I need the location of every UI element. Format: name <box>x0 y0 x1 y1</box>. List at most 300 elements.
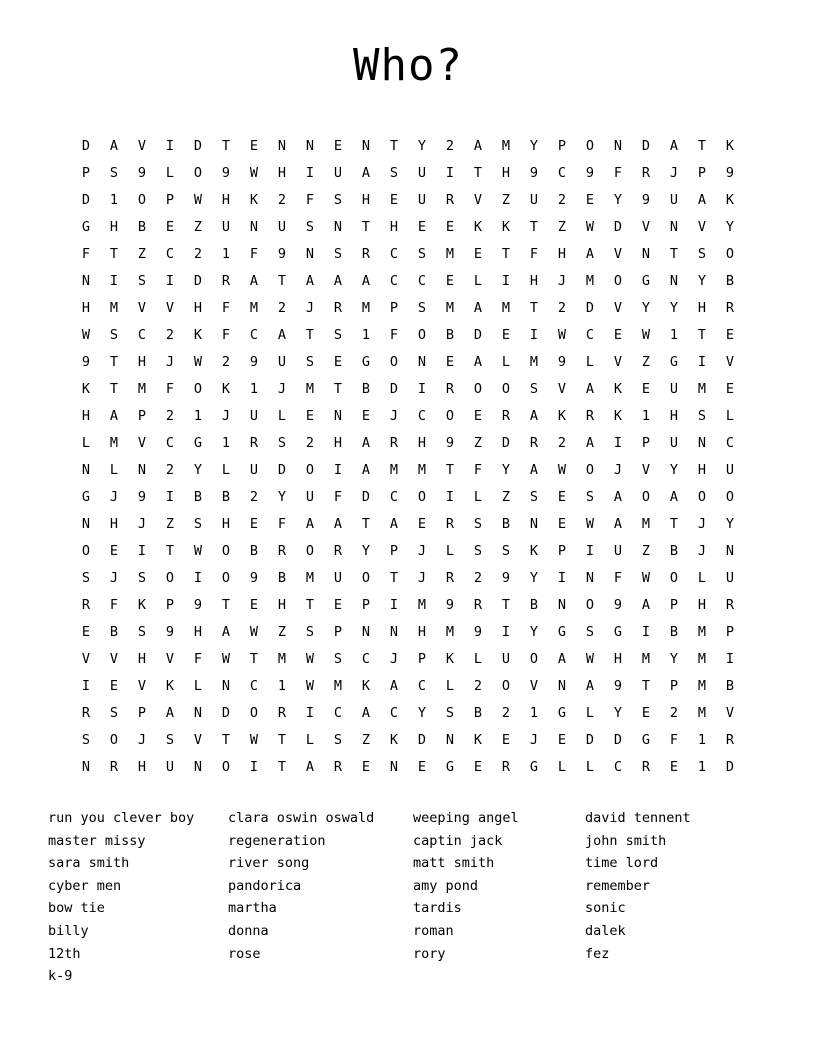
grid-cell[interactable]: A <box>389 678 399 694</box>
grid-cell[interactable]: U <box>333 570 343 586</box>
grid-cell[interactable]: G <box>81 489 91 505</box>
grid-cell[interactable]: W <box>557 462 567 478</box>
grid-cell[interactable]: Y <box>725 516 735 532</box>
grid-cell[interactable]: P <box>557 543 567 559</box>
grid-cell[interactable]: E <box>109 543 119 559</box>
grid-cell[interactable]: M <box>333 678 343 694</box>
grid-cell[interactable]: E <box>361 408 371 424</box>
grid-cell[interactable]: E <box>417 219 427 235</box>
grid-cell[interactable]: Y <box>193 462 203 478</box>
grid-cell[interactable]: K <box>529 543 539 559</box>
grid-cell[interactable]: W <box>585 219 595 235</box>
grid-cell[interactable]: 9 <box>613 597 623 613</box>
grid-cell[interactable]: V <box>165 651 175 667</box>
grid-cell[interactable]: Z <box>137 246 147 262</box>
word-list-item[interactable]: weeping angel <box>413 810 519 826</box>
grid-cell[interactable]: J <box>669 165 679 181</box>
grid-cell[interactable]: Y <box>417 138 427 154</box>
grid-cell[interactable]: T <box>361 516 371 532</box>
word-list-item[interactable]: remember <box>585 877 651 894</box>
grid-cell[interactable]: Y <box>417 705 427 721</box>
word-list-item[interactable]: captin jack <box>413 832 503 849</box>
grid-cell[interactable]: T <box>221 138 231 154</box>
grid-cell[interactable]: J <box>109 570 119 586</box>
grid-cell[interactable]: T <box>529 300 539 316</box>
grid-cell[interactable]: O <box>725 489 735 505</box>
grid-cell[interactable]: J <box>389 651 399 667</box>
word-list-item[interactable]: clara oswin oswald <box>228 810 375 826</box>
grid-cell[interactable]: M <box>697 651 707 667</box>
grid-cell[interactable]: G <box>361 354 371 370</box>
word-list-item[interactable]: regeneration <box>228 832 326 849</box>
grid-cell[interactable]: M <box>697 705 707 721</box>
grid-cell[interactable]: 1 <box>249 381 259 397</box>
grid-cell[interactable]: F <box>529 246 539 262</box>
grid-cell[interactable]: R <box>81 597 91 613</box>
grid-cell[interactable]: E <box>613 327 623 343</box>
grid-cell[interactable]: H <box>697 300 707 316</box>
grid-cell[interactable]: F <box>613 165 623 181</box>
grid-cell[interactable]: S <box>473 516 483 532</box>
grid-cell[interactable]: D <box>221 705 231 721</box>
word-list-item[interactable]: rory <box>413 945 446 962</box>
grid-cell[interactable]: N <box>221 678 231 694</box>
grid-cell[interactable]: V <box>165 300 175 316</box>
grid-cell[interactable]: M <box>501 300 511 316</box>
grid-cell[interactable]: H <box>137 651 147 667</box>
grid-cell[interactable]: U <box>669 381 679 397</box>
grid-cell[interactable]: D <box>501 435 511 451</box>
grid-cell[interactable]: 9 <box>81 354 91 370</box>
grid-cell[interactable]: M <box>445 300 455 316</box>
grid-cell[interactable]: B <box>725 678 735 694</box>
grid-cell[interactable]: T <box>669 246 679 262</box>
grid-cell[interactable]: S <box>305 219 315 235</box>
grid-cell[interactable]: I <box>193 570 203 586</box>
grid-cell[interactable]: H <box>501 165 511 181</box>
grid-cell[interactable]: M <box>641 651 651 667</box>
grid-cell[interactable]: J <box>697 543 707 559</box>
grid-cell[interactable]: U <box>249 408 259 424</box>
grid-cell[interactable]: E <box>473 246 483 262</box>
grid-cell[interactable]: Y <box>725 219 735 235</box>
grid-cell[interactable]: P <box>389 543 399 559</box>
grid-cell[interactable]: A <box>529 408 539 424</box>
grid-cell[interactable]: F <box>221 327 231 343</box>
grid-cell[interactable]: M <box>417 597 427 613</box>
grid-cell[interactable]: 1 <box>641 408 651 424</box>
grid-cell[interactable]: B <box>669 543 679 559</box>
grid-cell[interactable]: G <box>557 705 567 721</box>
grid-cell[interactable]: Y <box>529 570 539 586</box>
grid-cell[interactable]: O <box>193 381 203 397</box>
grid-cell[interactable]: S <box>165 732 175 748</box>
grid-cell[interactable]: T <box>333 381 343 397</box>
grid-cell[interactable]: N <box>81 462 91 478</box>
grid-cell[interactable]: T <box>277 273 287 289</box>
grid-cell[interactable]: V <box>473 192 483 208</box>
grid-cell[interactable]: F <box>81 246 91 262</box>
grid-cell[interactable]: V <box>725 705 735 721</box>
grid-cell[interactable]: E <box>249 597 259 613</box>
grid-cell[interactable]: 9 <box>249 570 259 586</box>
grid-cell[interactable]: T <box>165 543 175 559</box>
grid-cell[interactable]: W <box>305 651 315 667</box>
grid-cell[interactable]: L <box>585 354 595 370</box>
grid-cell[interactable]: H <box>193 300 203 316</box>
grid-cell[interactable]: W <box>585 651 595 667</box>
grid-cell[interactable]: 9 <box>221 165 231 181</box>
grid-cell[interactable]: A <box>361 435 371 451</box>
grid-cell[interactable]: O <box>137 192 147 208</box>
grid-cell[interactable]: U <box>277 219 287 235</box>
grid-cell[interactable]: U <box>249 462 259 478</box>
grid-cell[interactable]: P <box>137 408 147 424</box>
grid-cell[interactable]: 1 <box>109 192 119 208</box>
grid-cell[interactable]: R <box>641 165 651 181</box>
grid-cell[interactable]: N <box>557 597 567 613</box>
grid-cell[interactable]: W <box>193 192 203 208</box>
grid-cell[interactable]: N <box>305 138 315 154</box>
grid-cell[interactable]: H <box>277 597 287 613</box>
grid-cell[interactable]: S <box>109 327 119 343</box>
word-list-item[interactable]: david tennent <box>585 810 691 826</box>
grid-cell[interactable]: V <box>613 354 623 370</box>
grid-cell[interactable]: P <box>165 597 175 613</box>
grid-cell[interactable]: Z <box>501 489 511 505</box>
grid-cell[interactable]: L <box>445 678 455 694</box>
grid-cell[interactable]: G <box>193 435 203 451</box>
grid-cell[interactable]: E <box>417 516 427 532</box>
grid-cell[interactable]: S <box>137 624 147 640</box>
grid-cell[interactable]: W <box>193 543 203 559</box>
grid-cell[interactable]: I <box>641 624 651 640</box>
grid-cell[interactable]: L <box>165 165 175 181</box>
grid-cell[interactable]: W <box>81 327 91 343</box>
grid-cell[interactable]: N <box>249 219 259 235</box>
grid-cell[interactable]: Y <box>613 192 623 208</box>
grid-cell[interactable]: L <box>109 462 119 478</box>
grid-cell[interactable]: R <box>501 759 511 775</box>
grid-cell[interactable]: N <box>361 624 371 640</box>
grid-cell[interactable]: 1 <box>221 435 231 451</box>
grid-cell[interactable]: E <box>417 759 427 775</box>
grid-cell[interactable]: 9 <box>725 165 735 181</box>
grid-cell[interactable]: O <box>585 597 595 613</box>
grid-cell[interactable]: R <box>501 408 511 424</box>
grid-cell[interactable]: O <box>249 705 259 721</box>
grid-cell[interactable]: B <box>221 489 231 505</box>
grid-cell[interactable]: D <box>81 192 91 208</box>
grid-cell[interactable]: N <box>669 219 679 235</box>
grid-cell[interactable]: H <box>389 219 399 235</box>
grid-cell[interactable]: M <box>697 381 707 397</box>
grid-cell[interactable]: D <box>417 732 427 748</box>
grid-cell[interactable]: A <box>221 624 231 640</box>
grid-cell[interactable]: U <box>277 354 287 370</box>
grid-cell[interactable]: T <box>445 462 455 478</box>
grid-cell[interactable]: L <box>557 759 567 775</box>
grid-cell[interactable]: F <box>333 489 343 505</box>
word-list-item[interactable]: run you clever boy <box>48 810 195 826</box>
grid-cell[interactable]: E <box>445 219 455 235</box>
grid-cell[interactable]: D <box>641 138 651 154</box>
grid-cell[interactable]: A <box>473 138 483 154</box>
grid-cell[interactable]: C <box>417 678 427 694</box>
grid-cell[interactable]: R <box>109 759 119 775</box>
grid-cell[interactable]: H <box>417 624 427 640</box>
grid-cell[interactable]: D <box>725 759 735 775</box>
grid-cell[interactable]: U <box>417 192 427 208</box>
grid-cell[interactable]: T <box>697 138 707 154</box>
grid-cell[interactable]: R <box>725 597 735 613</box>
grid-cell[interactable]: J <box>165 354 175 370</box>
grid-cell[interactable]: V <box>137 138 147 154</box>
grid-cell[interactable]: D <box>193 138 203 154</box>
grid-cell[interactable]: I <box>305 705 315 721</box>
grid-cell[interactable]: V <box>725 354 735 370</box>
grid-cell[interactable]: R <box>249 435 259 451</box>
grid-cell[interactable]: J <box>305 300 315 316</box>
grid-cell[interactable]: L <box>193 678 203 694</box>
grid-cell[interactable]: I <box>165 489 175 505</box>
grid-cell[interactable]: U <box>501 651 511 667</box>
grid-cell[interactable]: 2 <box>277 300 287 316</box>
word-list-item[interactable]: fez <box>585 945 610 962</box>
grid-cell[interactable]: M <box>109 300 119 316</box>
grid-cell[interactable]: F <box>305 192 315 208</box>
grid-cell[interactable]: C <box>417 273 427 289</box>
grid-cell[interactable]: H <box>109 516 119 532</box>
grid-cell[interactable]: B <box>529 597 539 613</box>
grid-cell[interactable]: U <box>165 759 175 775</box>
grid-cell[interactable]: V <box>81 651 91 667</box>
grid-cell[interactable]: A <box>613 516 623 532</box>
grid-cell[interactable]: P <box>389 300 399 316</box>
grid-cell[interactable]: O <box>585 462 595 478</box>
grid-cell[interactable]: Z <box>501 192 511 208</box>
grid-cell[interactable]: R <box>445 381 455 397</box>
grid-cell[interactable]: H <box>697 597 707 613</box>
grid-cell[interactable]: T <box>669 516 679 532</box>
grid-cell[interactable]: S <box>333 327 343 343</box>
grid-cell[interactable]: H <box>277 165 287 181</box>
word-list-item[interactable]: amy pond <box>413 877 479 894</box>
grid-cell[interactable]: S <box>529 381 539 397</box>
grid-cell[interactable]: T <box>305 597 315 613</box>
word-list-item[interactable]: sonic <box>585 900 626 917</box>
grid-cell[interactable]: H <box>193 624 203 640</box>
grid-cell[interactable]: H <box>221 192 231 208</box>
grid-cell[interactable]: O <box>529 651 539 667</box>
grid-cell[interactable]: F <box>277 516 287 532</box>
grid-cell[interactable]: B <box>249 543 259 559</box>
grid-cell[interactable]: M <box>585 273 595 289</box>
grid-cell[interactable]: U <box>221 219 231 235</box>
grid-cell[interactable]: I <box>585 543 595 559</box>
grid-cell[interactable]: G <box>613 624 623 640</box>
grid-cell[interactable]: M <box>277 651 287 667</box>
grid-cell[interactable]: A <box>585 246 595 262</box>
grid-cell[interactable]: S <box>529 489 539 505</box>
grid-cell[interactable]: M <box>697 624 707 640</box>
grid-cell[interactable]: P <box>697 165 707 181</box>
grid-cell[interactable]: I <box>613 435 623 451</box>
grid-cell[interactable]: A <box>641 597 651 613</box>
grid-cell[interactable]: S <box>445 705 455 721</box>
grid-cell[interactable]: T <box>249 651 259 667</box>
grid-cell[interactable]: U <box>305 489 315 505</box>
grid-cell[interactable]: A <box>165 705 175 721</box>
grid-cell[interactable]: U <box>417 165 427 181</box>
grid-cell[interactable]: R <box>81 705 91 721</box>
grid-cell[interactable]: 2 <box>277 192 287 208</box>
word-list-item[interactable]: billy <box>48 922 89 939</box>
grid-cell[interactable]: W <box>221 651 231 667</box>
grid-cell[interactable]: U <box>725 462 735 478</box>
grid-cell[interactable]: E <box>333 597 343 613</box>
grid-cell[interactable]: A <box>361 273 371 289</box>
grid-cell[interactable]: O <box>193 165 203 181</box>
grid-cell[interactable]: R <box>585 408 595 424</box>
grid-cell[interactable]: T <box>361 219 371 235</box>
grid-cell[interactable]: P <box>137 705 147 721</box>
grid-cell[interactable]: T <box>389 570 399 586</box>
grid-cell[interactable]: F <box>669 732 679 748</box>
grid-cell[interactable]: T <box>501 597 511 613</box>
grid-cell[interactable]: O <box>361 570 371 586</box>
grid-cell[interactable]: J <box>389 408 399 424</box>
grid-cell[interactable]: 9 <box>137 165 147 181</box>
grid-cell[interactable]: N <box>333 219 343 235</box>
grid-cell[interactable]: S <box>473 543 483 559</box>
grid-cell[interactable]: Y <box>529 138 539 154</box>
grid-cell[interactable]: O <box>473 381 483 397</box>
word-list-item[interactable]: pandorica <box>228 877 302 894</box>
grid-cell[interactable]: L <box>473 489 483 505</box>
grid-cell[interactable]: E <box>473 759 483 775</box>
grid-cell[interactable]: 9 <box>529 165 539 181</box>
grid-cell[interactable]: D <box>389 381 399 397</box>
grid-cell[interactable]: Y <box>277 489 287 505</box>
grid-cell[interactable]: D <box>613 732 623 748</box>
grid-cell[interactable]: M <box>641 516 651 532</box>
grid-cell[interactable]: L <box>473 273 483 289</box>
grid-cell[interactable]: T <box>389 138 399 154</box>
grid-cell[interactable]: A <box>109 408 119 424</box>
grid-cell[interactable]: M <box>305 381 315 397</box>
grid-cell[interactable]: O <box>501 678 511 694</box>
grid-cell[interactable]: H <box>697 462 707 478</box>
grid-cell[interactable]: U <box>613 543 623 559</box>
grid-cell[interactable]: Z <box>277 624 287 640</box>
grid-cell[interactable]: H <box>613 651 623 667</box>
grid-cell[interactable]: E <box>389 192 399 208</box>
grid-cell[interactable]: I <box>249 759 259 775</box>
grid-cell[interactable]: O <box>417 489 427 505</box>
grid-cell[interactable]: A <box>473 300 483 316</box>
grid-cell[interactable]: E <box>333 354 343 370</box>
grid-cell[interactable]: G <box>641 732 651 748</box>
grid-cell[interactable]: Z <box>193 219 203 235</box>
word-list-item[interactable]: time lord <box>585 855 659 872</box>
grid-cell[interactable]: B <box>193 489 203 505</box>
grid-cell[interactable]: V <box>641 219 651 235</box>
grid-cell[interactable]: 9 <box>249 354 259 370</box>
grid-cell[interactable]: M <box>445 624 455 640</box>
grid-cell[interactable]: I <box>557 570 567 586</box>
grid-cell[interactable]: O <box>389 354 399 370</box>
grid-cell[interactable]: H <box>221 516 231 532</box>
grid-cell[interactable]: A <box>361 705 371 721</box>
grid-cell[interactable]: P <box>725 624 735 640</box>
grid-cell[interactable]: F <box>221 300 231 316</box>
grid-cell[interactable]: 9 <box>445 435 455 451</box>
grid-cell[interactable]: N <box>389 624 399 640</box>
word-list-item[interactable]: martha <box>228 900 277 917</box>
grid-cell[interactable]: E <box>305 408 315 424</box>
grid-cell[interactable]: E <box>669 759 679 775</box>
grid-cell[interactable]: S <box>389 165 399 181</box>
grid-cell[interactable]: V <box>109 651 119 667</box>
grid-cell[interactable]: N <box>305 246 315 262</box>
grid-cell[interactable]: M <box>501 138 511 154</box>
word-list-item[interactable]: roman <box>413 922 454 939</box>
grid-cell[interactable]: L <box>445 543 455 559</box>
grid-cell[interactable]: S <box>305 354 315 370</box>
grid-cell[interactable]: E <box>557 516 567 532</box>
grid-cell[interactable]: C <box>725 435 735 451</box>
grid-cell[interactable]: 9 <box>165 624 175 640</box>
grid-cell[interactable]: E <box>557 489 567 505</box>
grid-cell[interactable]: I <box>165 138 175 154</box>
grid-cell[interactable]: V <box>613 300 623 316</box>
grid-cell[interactable]: G <box>557 624 567 640</box>
grid-cell[interactable]: C <box>557 165 567 181</box>
grid-cell[interactable]: S <box>333 246 343 262</box>
grid-cell[interactable]: G <box>641 273 651 289</box>
grid-cell[interactable]: Y <box>669 462 679 478</box>
grid-cell[interactable]: T <box>277 759 287 775</box>
grid-cell[interactable]: 2 <box>193 246 203 262</box>
grid-cell[interactable]: N <box>585 570 595 586</box>
grid-cell[interactable]: M <box>697 678 707 694</box>
grid-cell[interactable]: A <box>305 516 315 532</box>
grid-cell[interactable]: J <box>137 732 147 748</box>
grid-cell[interactable]: 1 <box>277 678 287 694</box>
grid-cell[interactable]: F <box>613 570 623 586</box>
grid-cell[interactable]: K <box>613 381 623 397</box>
grid-cell[interactable]: F <box>473 462 483 478</box>
grid-cell[interactable]: P <box>557 138 567 154</box>
grid-cell[interactable]: C <box>389 489 399 505</box>
grid-cell[interactable]: S <box>501 543 511 559</box>
grid-cell[interactable]: K <box>137 597 147 613</box>
grid-cell[interactable]: 9 <box>557 354 567 370</box>
grid-cell[interactable]: H <box>137 354 147 370</box>
grid-cell[interactable]: R <box>333 759 343 775</box>
grid-cell[interactable]: A <box>669 138 679 154</box>
grid-cell[interactable]: O <box>725 246 735 262</box>
grid-cell[interactable]: B <box>277 570 287 586</box>
grid-cell[interactable]: T <box>305 327 315 343</box>
grid-cell[interactable]: D <box>585 732 595 748</box>
grid-cell[interactable]: A <box>585 678 595 694</box>
word-list-item[interactable]: river song <box>228 855 310 872</box>
grid-cell[interactable]: U <box>725 570 735 586</box>
grid-cell[interactable]: F <box>165 381 175 397</box>
grid-cell[interactable]: O <box>669 570 679 586</box>
